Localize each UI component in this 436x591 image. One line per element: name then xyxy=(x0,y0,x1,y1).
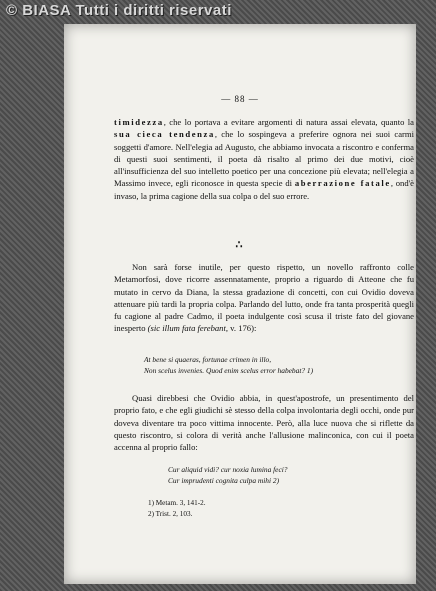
verse-2-line-1: Cur aliquid vidi? cur noxia lumina feci? xyxy=(168,465,288,474)
paragraph-3-text: Quasi direbbesi che Ovidio abbia, in quest'apostrofe, un presentimento del proprio fato, e che egli giudichi sè stesso della colpa involontaria degli occhi, onde pur doveva diventare tra poco vittima innocente. Però, alla luce nuova che si riflette da questo riscontro, si colora di verità anche l'allusione malinconica, con cui il poeta accenna al proprio fallo: xyxy=(114,393,414,453)
footnote-2: 2) Trist. 2, 103. xyxy=(148,510,193,518)
paragraph-2-italic: (sic illum fata ferebant xyxy=(147,323,226,334)
paragraph-1 xyxy=(114,116,414,202)
verse-quote-1 xyxy=(144,354,313,376)
footnote-1: 1) Metam. 3, 141-2. xyxy=(148,499,206,507)
verse-1-line-2: Non scelus invenies. Quod enim scelus error habebat? 1) xyxy=(144,366,314,375)
paragraph-1-text-c: , ond'è invaso, la prima cagione della sua colpa o del suo errore. xyxy=(114,178,414,201)
emphasis-cieca-tendenza: sua cieca tendenza xyxy=(114,129,215,140)
verse-quote-2 xyxy=(168,464,287,486)
paragraph-1-text-b: , che lo sospingeva a preferire ognora nei suoi carmi soggetti d'amore. Nell'elegia ad Augusto, che abbiamo invocata a riscontro e conferma di questi suoi sentimenti, il poeta dà risalto al primo dei due motivi, cioè all'insufficienza del suo intelletto poetico per una concezione più elevata; nell'elegia a Massimo invece, egli riconosce in questa specie di xyxy=(114,129,414,189)
paragraph-1-text-a: , che lo portava a evitare argomenti di natura assai elevata, quanto la xyxy=(163,117,414,127)
emphasis-timidezza: timidezza xyxy=(114,117,164,127)
page-number: — 88 — xyxy=(221,94,259,104)
footnotes xyxy=(148,498,206,520)
paragraph-2-text-a: Non sarà forse inutile, per questo rispetto, un novello raffronto colle Metamorfosi, dove ricorre assennatamente, proprio a riguardo di Atteone che fu mutato in cervo da Diana, la stessa gradazione di concetti, con cui Ovidio doveva attenuare più tardi la propria colpa. Parlando del lutto, onde fra tanta prosperità quegli fu cagione al padre Cadmo, il poeta indulgente così scusa il triste fato del giovane inesperto xyxy=(114,262,414,334)
verse-1-line-1: At bene si quaeras, fortunae crimen in illo, xyxy=(144,355,272,364)
paragraph-2 xyxy=(114,261,414,335)
paragraph-2-text-b: , v. 176): xyxy=(225,323,257,334)
copyright-watermark: © BIASA Tutti i diritti riservati xyxy=(6,2,232,19)
verse-2-line-2: Cur imprudenti cognita culpa mihi 2) xyxy=(168,476,280,485)
paragraph-3 xyxy=(114,392,414,453)
section-ornament: ∴ xyxy=(235,239,245,251)
emphasis-aberrazione-fatale: aberrazione fatale xyxy=(294,178,391,189)
book-page xyxy=(64,24,416,584)
